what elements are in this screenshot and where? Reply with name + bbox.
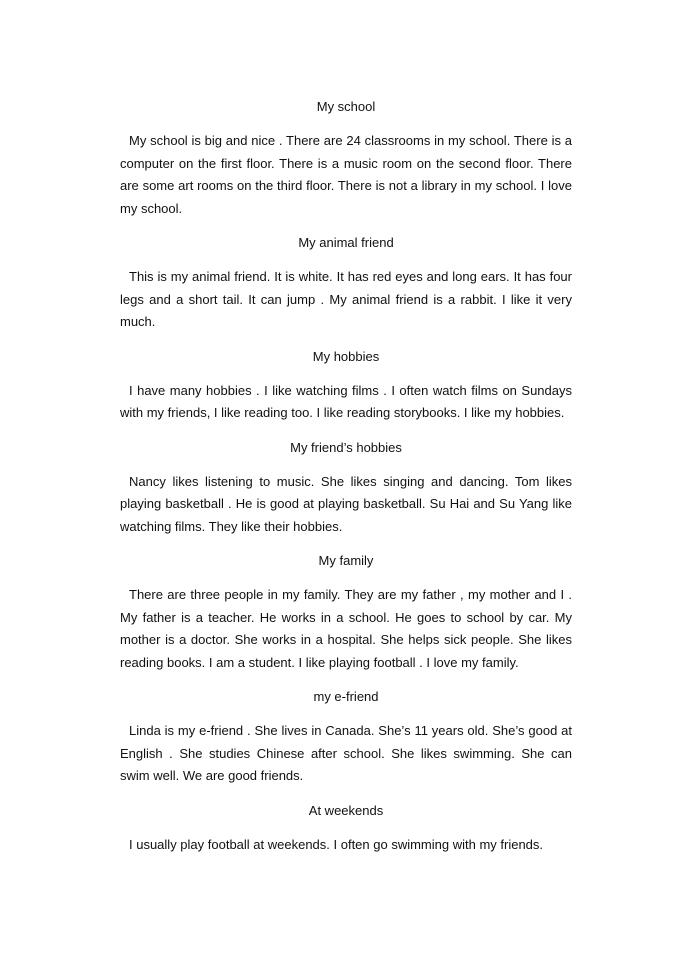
section-paragraph: Linda is my e-friend . She lives in Canada. She’s 11 years old. She’s good at English . She studies Chinese after school. She likes swimming. She can swim well. We are good friends. [120,723,572,783]
section-my-family [120,550,572,674]
section-my-school [120,96,572,220]
section-paragraph: There are three people in my family. They are my father , my mother and I . My father is a teacher. He works in a school. He goes to school by car. My mother is a doctor. She works in a hospital. She helps sick people. She likes reading books. I am a student. I like playing football . I love my family. [120,587,572,670]
section-paragraph: Nancy likes listening to music. She likes singing and dancing. Tom likes playing basketball . He is good at playing basketball. Su Hai and Su Yang like watching films. They like their hobbies. [120,473,572,534]
section-title: My hobbies [312,348,380,364]
section-title: My family [318,553,374,568]
section-my-animal-friend [120,232,572,334]
section-paragraph: I usually play football at weekends. I often go swimming with my friends. [129,836,544,852]
section-my-e-friend [120,686,572,788]
section-title: My animal friend [298,235,394,250]
section-title: My school [316,99,376,114]
section-title: my e-friend [313,689,379,704]
document-page [120,96,572,856]
section-title: At weekends [308,802,384,818]
section-paragraph: This is my animal friend. It is white. It has red eyes and long ears. It has four legs and a short tail. It can jump . My animal friend is a rabbit. I like it very much. [120,269,572,329]
section-my-friends-hobbies [120,437,572,539]
section-paragraph: My school is big and nice . There are 24 classrooms in my school. There is a computer on the first floor. There is a music room on the second floor. There are some art rooms on the third floor. There is not a library in my school. I love my school. [120,133,572,216]
section-my-hobbies [120,346,572,425]
section-title: My friend’s hobbies [290,439,402,455]
section-paragraph: I have many hobbies . I like watching films . I often watch films on Sundays with my friends, I like reading too. I like reading storybooks. I like my hobbies. [120,382,572,420]
section-at-weekends [120,800,572,856]
